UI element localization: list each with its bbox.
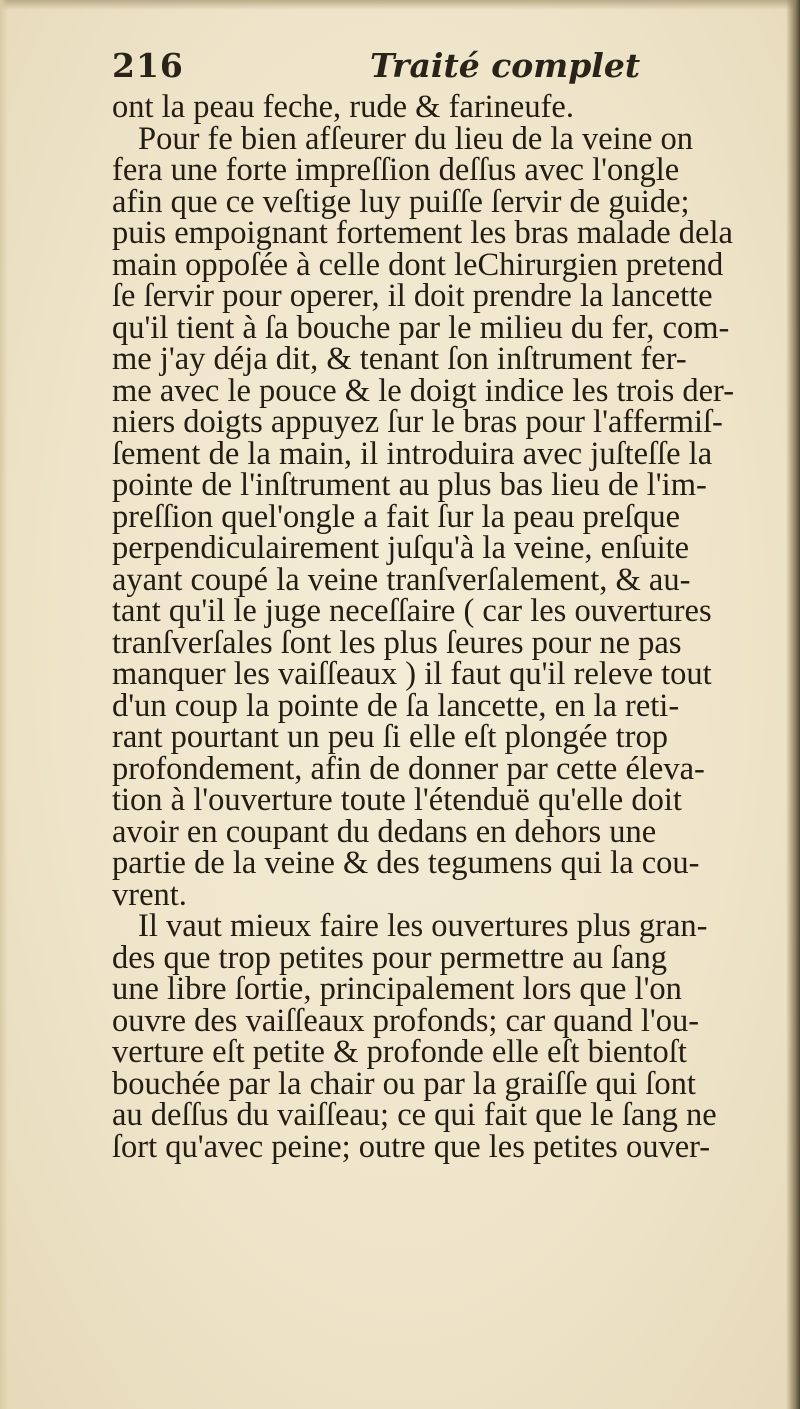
page-binding-edge (786, 0, 800, 1409)
text-line: tion à l'ouverture toute l'étenduë qu'elle doit (112, 782, 682, 818)
paragraph-start-line: Pour fe bien afſeurer du lieu de la veine on (138, 120, 693, 157)
page-left-edge (0, 0, 8, 1409)
text-line: profondement, afin de donner par cette éleva- (112, 750, 705, 787)
text-line: perpendiculairement juſqu'à la veine, enſuite (112, 530, 690, 566)
page-top-shadow (0, 0, 800, 10)
text-line: avoir en coupant du dedans en dehors une (112, 813, 657, 850)
text-line: afin que ce veſtige luy puiſſe ſervir de guide; (112, 183, 690, 220)
text-line: puis empoignant fortement les bras malade dela (112, 215, 733, 251)
text-line: qu'il tient à ſa bouche par le milieu du fer, com- (112, 309, 730, 346)
text-line: vrent. (112, 876, 187, 913)
text-line: me j'ay déja dit, & tenant ſon inſtrument fer- (112, 341, 687, 377)
text-line: pointe de l'inſtrument au plus bas lieu de l'im- (112, 467, 707, 503)
text-line: d'un coup la pointe de ſa lancette, en la reti- (112, 687, 680, 724)
text-line: une libre ſortie, principalement lors que l'on (112, 971, 682, 1007)
running-title: Traité complet (370, 46, 641, 85)
text-line: partie de la veine & des tegumens qui la cou- (112, 845, 700, 881)
text-line: au deſſus du vaiſſeau; ce qui fait que le ſang ne (112, 1097, 717, 1133)
text-line: ſe ſervir pour operer, il doit prendre la lancette (112, 278, 713, 314)
page-number: 216 (112, 46, 184, 85)
text-line: ſort qu'avec peine; outre que les petites ouver- (112, 1128, 711, 1165)
page-header (112, 44, 782, 94)
body-text (112, 89, 784, 1165)
text-line: ſement de la main, il introduira avec juſteſſe la (112, 435, 713, 472)
text-line: tranſverſales ſont les plus ſeures pour ne pas (112, 624, 682, 661)
text-line: ont la peau feche, rude & farineufe. (112, 89, 574, 125)
text-line: main oppoſée à celle dont leChirurgien pretend (112, 246, 724, 283)
text-line: ayant coupé la veine tranſverſalement, & au- (112, 561, 691, 598)
text-line: me avec le pouce & le doigt indice les trois der- (112, 372, 735, 409)
text-line: niers doigts appuyez ſur le bras pour l'affermiſ- (112, 404, 723, 440)
text-line: ouvre des vaiſſeaux profonds; car quand l'ou- (112, 1002, 700, 1039)
text-line: rant pourtant un peu ſi elle eſt plongée trop (112, 719, 668, 755)
text-line: bouchée par la chair ou par la graiſſe qui ſont (112, 1065, 696, 1102)
text-line: des que trop petites pour permettre au ſang (112, 939, 668, 976)
paragraph-start-line: Il vaut mieux faire les ouvertures plus gran- (138, 908, 708, 944)
text-line: tant qu'il le juge neceſſaire ( car les ouvertures (112, 593, 712, 629)
text-line: preſſion quel'ongle a fait ſur la peau preſque (112, 498, 681, 535)
text-line: manquer les vaiſſeaux ) il faut qu'il releve tout (112, 656, 712, 692)
text-line: verture eſt petite & profonde elle eſt bientoſt (112, 1034, 687, 1070)
text-line: fera une forte impreſſion deſſus avec l'ongle (112, 152, 680, 188)
